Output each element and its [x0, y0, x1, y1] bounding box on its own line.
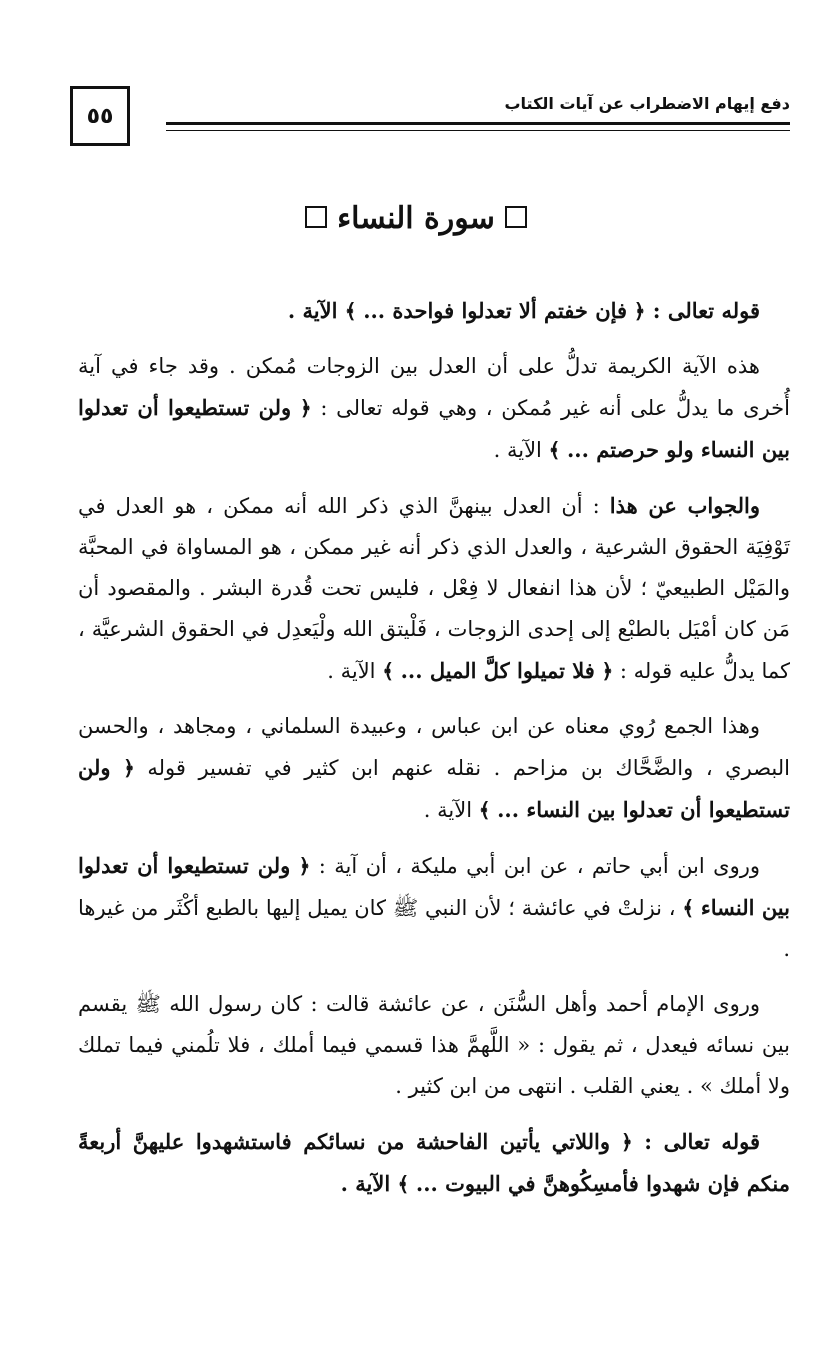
ornate-bracket-open-icon: ﴿: [620, 1130, 633, 1154]
header-rule-thick: [166, 122, 790, 125]
header-rule-thin: [166, 130, 790, 131]
verse-tail: الآية .: [423, 798, 479, 822]
ornate-bracket-close-icon: ﴾: [548, 438, 561, 462]
page-header: [70, 86, 790, 156]
page-body: [78, 290, 790, 1219]
paragraph-ibn-abi-hatim: [78, 845, 790, 970]
quran-verse: فإن خفتم ألا تعدلوا فواحدة ...: [363, 298, 628, 323]
ornate-bracket-close-icon: ﴾: [478, 798, 491, 822]
paragraph-narrations: [78, 706, 790, 831]
paragraph-answer: [78, 485, 790, 692]
verse-tail: الآية .: [340, 1171, 398, 1196]
paragraph-text: : أن العدل بينهنَّ الذي ذكر الله أنه ممكن ، هو العدل في تَوْفِيَة الحقوق الشرعية ، والعدل الذي ذكر أنه غير ممكن ، هو المساواة في المحبَّة والمَيْل الطبيعيّ ؛ لأن هذا انفعال لا فِعْل ، فليس تحت قُدرة البشر . والمقصود أن مَن كان أمْيَل بالطبْع إلى إحدى الزوجات ، فَلْيتق الله ولْيَعدِل في الحقوق الشرعيَّة ، كما يدلُّ عليه قوله :: [78, 494, 790, 683]
chapter-heading: [0, 197, 832, 241]
verse-tail: الآية .: [327, 659, 383, 683]
quran-verse: فلا تميلوا كلَّ الميل ...: [400, 658, 595, 683]
verse-lead: قوله تعالى :: [632, 1129, 760, 1154]
verse-tail: الآية .: [493, 438, 549, 462]
page-number: ٥٥: [70, 86, 130, 146]
answer-lead: والجواب عن هذا: [609, 493, 760, 518]
paragraph-text: وهذا الجمع رُوي معناه عن ابن عباس ، وعبيدة السلماني ، ومجاهد ، والحسن البصري ، والضَّحَّاك بن مزاحم . نقله عنهم ابن كثير في تفسير قوله: [78, 714, 790, 780]
paragraph-text: وروى ابن أبي حاتم ، عن ابن أبي مليكة ، أن آية :: [310, 854, 760, 878]
paragraph-verse-heading-2: [78, 1121, 790, 1205]
quran-verse: واللاتي يأتين الفاحشة من نسائكم فاستشهدوا عليهنَّ أربعةً منكم فإن شهدوا فأمسِكُوهنَّ في البيوت ...: [78, 1129, 790, 1196]
ornate-bracket-open-icon: ﴿: [299, 396, 312, 420]
paragraph-text: وروى الإمام أحمد وأهل السُّنَن ، عن عائشة قالت : كان رسول الله ﷺ يقسم بين نسائه فيعدل ، ثم يقول : « اللَّهمَّ هذا قسمي فيما أملك ، فلا تلُمني فيما تملك ولا أملك » . يعني القلب . انتهى من ابن كثير .: [78, 992, 790, 1098]
square-ornament-icon: [505, 206, 527, 228]
paragraph-ahmad: [78, 984, 790, 1107]
paragraph-text: ، نزلتْ في عائشة ؛ لأن النبي ﷺ كان يميل إليها بالطبع أكْثَر من غيرها .: [78, 896, 790, 961]
running-title: دفع إيهام الاضطراب عن آيات الكتاب: [504, 94, 790, 113]
ornate-bracket-open-icon: ﴿: [298, 854, 311, 878]
paragraph-problem: [78, 346, 790, 471]
ornate-bracket-close-icon: ﴾: [382, 659, 394, 683]
ornate-bracket-open-icon: ﴿: [601, 659, 614, 683]
ornate-bracket-open-icon: ﴿: [123, 756, 135, 780]
ornate-bracket-close-icon: ﴾: [682, 896, 695, 920]
paragraph-verse-heading-1: [78, 290, 790, 332]
ornate-bracket-open-icon: ﴿: [633, 299, 646, 323]
paragraph-text: هذه الآية الكريمة تدلُّ على أن العدل بين الزوجات مُمكن . وقد جاء في آية أُخرى ما يدلُّ على أنه غير مُمكن ، وهي قوله تعالى :: [78, 354, 790, 420]
quran-verse: ولن تستطيعوا أن تعدلوا بين النساء: [78, 853, 790, 920]
ornate-bracket-close-icon: ﴾: [397, 1172, 410, 1196]
ornate-bracket-close-icon: ﴾: [344, 299, 357, 323]
square-ornament-icon: [305, 206, 327, 228]
verse-tail: الآية .: [287, 298, 345, 323]
quran-verse: ولن تستطيعوا أن تعدلوا بين النساء ولو حرصتم ...: [78, 395, 790, 462]
quran-verse: ولن تستطيعوا أن تعدلوا بين النساء ...: [78, 755, 790, 822]
chapter-title: سورة النساء: [337, 201, 495, 236]
verse-lead: قوله تعالى :: [645, 298, 760, 323]
